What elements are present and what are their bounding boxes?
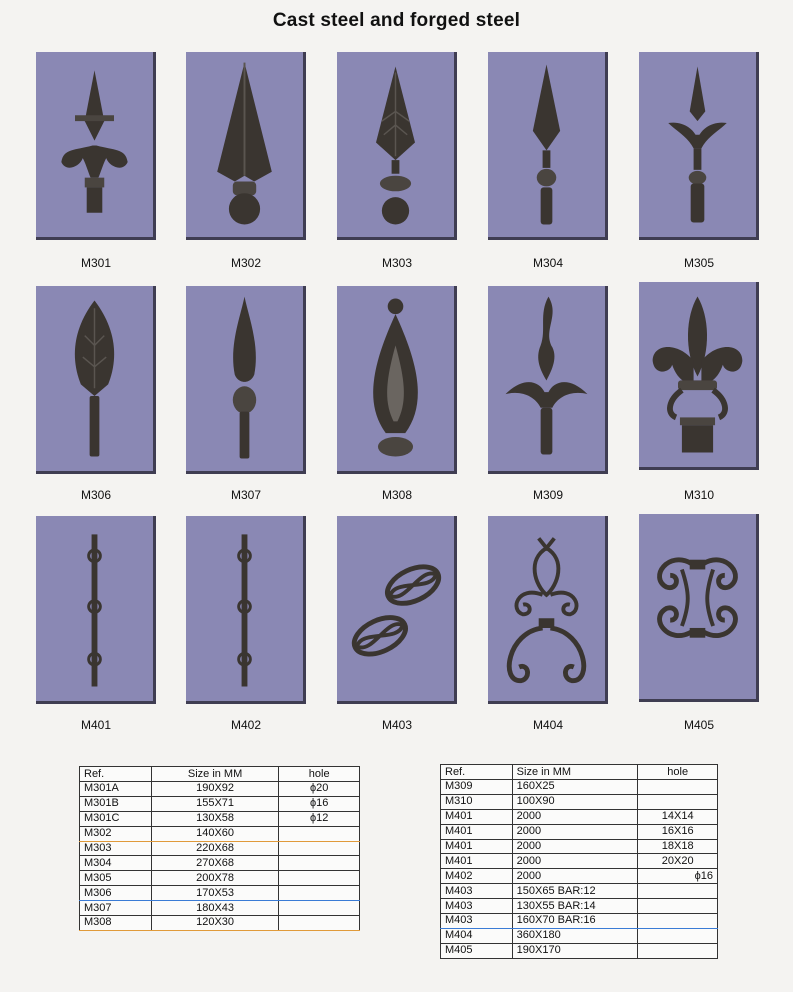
knuckle-bar-icon xyxy=(36,516,153,701)
table-row: M303 220X68 xyxy=(80,841,360,856)
product-photo-m402[interactable] xyxy=(186,516,306,704)
product-label: M306 xyxy=(80,488,112,502)
flame-finial-icon xyxy=(186,286,303,471)
product-photo-m405[interactable] xyxy=(639,514,759,702)
table-row: M401 2000 14X14 xyxy=(441,809,718,824)
table-row: M301C 130X58 ϕ12 xyxy=(80,811,360,826)
table-row: M402 2000 ϕ16 xyxy=(441,869,718,884)
table-row: M307 180X43 xyxy=(80,901,360,916)
spear-finial-icon xyxy=(186,52,303,237)
column-header-size: Size in MM xyxy=(512,765,638,780)
table-row: M305 200X78 xyxy=(80,871,360,886)
spec-table-right xyxy=(440,764,718,959)
product-photo-m308[interactable] xyxy=(337,286,457,474)
product-photo-m403[interactable] xyxy=(337,516,457,704)
table-row: M302 140X60 xyxy=(80,826,360,841)
flame-fleur-finial-icon xyxy=(488,286,605,471)
product-photo-m301[interactable] xyxy=(36,52,156,240)
page-title: Cast steel and forged steel xyxy=(272,10,521,31)
table-row: M401 2000 16X16 xyxy=(441,824,718,839)
product-label: M302 xyxy=(230,256,262,270)
table-row: M310 100X90 xyxy=(441,794,718,809)
table-row: M306 170X53 xyxy=(80,886,360,901)
table-row: M401 2000 20X20 xyxy=(441,854,718,869)
column-header-ref: Ref. xyxy=(80,767,152,782)
table-row: M403 150X65 BAR:12 xyxy=(441,884,718,899)
product-label: M305 xyxy=(683,256,715,270)
leaf-finial-icon xyxy=(36,286,153,471)
product-photo-m303[interactable] xyxy=(337,52,457,240)
product-label: M308 xyxy=(381,488,413,502)
fleur-finial-icon xyxy=(36,52,153,237)
product-label: M303 xyxy=(381,256,413,270)
table-row: M405 190X170 xyxy=(441,943,718,958)
table-row: M401 2000 18X18 xyxy=(441,839,718,854)
table-row: M404 360X180 xyxy=(441,928,718,943)
slim-spear-finial-icon xyxy=(488,52,605,237)
column-header-hole: hole xyxy=(638,765,718,780)
product-label: M310 xyxy=(683,488,715,502)
table-row: M301B 155X71 ϕ16 xyxy=(80,796,360,811)
product-label: M402 xyxy=(230,718,262,732)
table-row: M304 270X68 xyxy=(80,856,360,871)
basket-twist-icon xyxy=(337,516,454,701)
column-header-size: Size in MM xyxy=(151,767,279,782)
product-photo-m306[interactable] xyxy=(36,286,156,474)
table-row: M403 130X55 BAR:14 xyxy=(441,899,718,914)
trident-finial-icon xyxy=(639,52,756,237)
product-label: M405 xyxy=(683,718,715,732)
scroll-rosette-icon xyxy=(639,514,756,699)
spec-table-left xyxy=(79,766,360,931)
product-photo-m309[interactable] xyxy=(488,286,608,474)
table-row: M301A 190X92 ϕ20 xyxy=(80,782,360,797)
scroll-ornament-icon xyxy=(488,516,605,701)
column-header-hole: hole xyxy=(279,767,360,782)
product-label: M403 xyxy=(381,718,413,732)
product-photo-m307[interactable] xyxy=(186,286,306,474)
product-label: M301 xyxy=(80,256,112,270)
column-header-ref: Ref. xyxy=(441,765,513,780)
table-row: M309 160X25 xyxy=(441,780,718,795)
product-photo-m404[interactable] xyxy=(488,516,608,704)
table-row: M403 160X70 BAR:16 xyxy=(441,914,718,929)
product-label: M404 xyxy=(532,718,564,732)
product-photo-m305[interactable] xyxy=(639,52,759,240)
product-photo-m310[interactable] xyxy=(639,282,759,470)
product-photo-m304[interactable] xyxy=(488,52,608,240)
product-label: M304 xyxy=(532,256,564,270)
product-label: M309 xyxy=(532,488,564,502)
product-label: M401 xyxy=(80,718,112,732)
fleur-de-lis-finial-icon xyxy=(639,282,756,467)
product-photo-m302[interactable] xyxy=(186,52,306,240)
teardrop-finial-icon xyxy=(337,286,454,471)
product-label: M307 xyxy=(230,488,262,502)
knuckle-bar-icon xyxy=(186,516,303,701)
product-photo-m401[interactable] xyxy=(36,516,156,704)
table-row: M308 120X30 xyxy=(80,916,360,931)
leaf-spear-finial-icon xyxy=(337,52,454,237)
